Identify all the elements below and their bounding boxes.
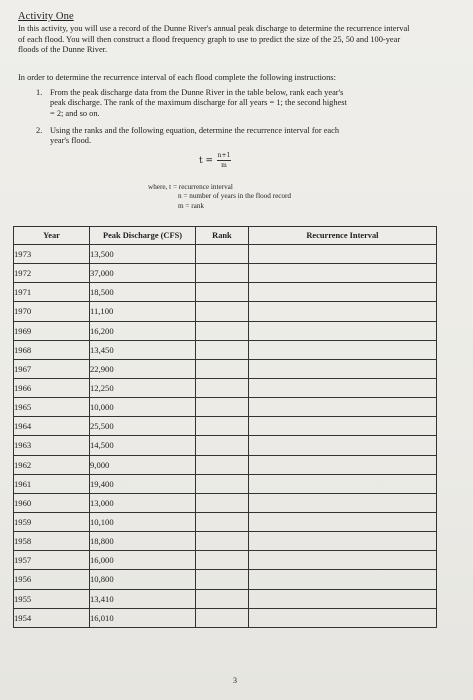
step-line: year's flood. [50,136,92,146]
year-cell: 1966 [14,378,90,397]
table-row [14,340,437,359]
year-cell: 1960 [14,493,90,512]
where-line: n = number of years in the flood record [178,192,292,201]
step-number: 2. [36,126,43,135]
year-cell: 1968 [14,340,90,359]
equation-numerator: n+1 [217,152,231,159]
recurrence-interval-input-cell[interactable] [248,264,436,283]
equation-denominator: m [221,162,227,169]
peak-discharge-cell: 10,800 [90,570,196,589]
flood-record-table [13,226,437,628]
table-row [14,455,437,474]
table-row [14,321,437,340]
table-row [14,608,437,627]
peak-discharge-cell: 19,400 [90,474,196,493]
equation-legend [148,183,291,211]
table-row [14,359,437,378]
year-cell: 1967 [14,359,90,378]
step-line: peak discharge. The rank of the maximum discharge for all years = 1; the second highest [50,98,347,108]
step-line: From the peak discharge data from the Dunne River in the table below, rank each year's [50,88,344,97]
peak-discharge-cell: 13,410 [90,589,196,608]
table-row [14,551,437,570]
rank-input-cell[interactable] [196,455,249,474]
peak-discharge-cell: 13,500 [90,245,196,264]
year-cell: 1964 [14,417,90,436]
header-recurrence-interval: Recurrence Interval [248,227,436,245]
page-number: 3 [233,676,237,685]
peak-discharge-cell: 10,100 [90,512,196,531]
peak-discharge-cell: 9,000 [90,455,196,474]
year-cell: 1961 [14,474,90,493]
table-row [14,245,437,264]
recurrence-equation [199,152,231,169]
equation-fraction [217,152,231,169]
rank-input-cell[interactable] [196,398,249,417]
recurrence-interval-input-cell[interactable] [248,474,436,493]
table-row [14,589,437,608]
recurrence-interval-input-cell[interactable] [248,512,436,531]
rank-input-cell[interactable] [196,551,249,570]
peak-discharge-cell: 18,800 [90,532,196,551]
year-cell: 1972 [14,264,90,283]
rank-input-cell[interactable] [196,436,249,455]
table-row [14,417,437,436]
peak-discharge-cell: 37,000 [90,264,196,283]
peak-discharge-cell: 16,000 [90,551,196,570]
year-cell: 1958 [14,532,90,551]
table-row [14,398,437,417]
intro-paragraph: In this activity, you will use a record of the Dunne River's annual peak discharge to determine the recurrence interval of each flood. You will then construct a flood frequency graph to use to predict the size of the 25, 50 and 100-year floods of the Dunne River. [18,24,410,54]
recurrence-interval-input-cell[interactable] [248,436,436,455]
rank-input-cell[interactable] [196,512,249,531]
rank-input-cell[interactable] [196,359,249,378]
rank-input-cell[interactable] [196,340,249,359]
recurrence-interval-input-cell[interactable] [248,378,436,397]
header-rank: Rank [196,227,249,245]
rank-input-cell[interactable] [196,378,249,397]
rank-input-cell[interactable] [196,321,249,340]
table-row [14,436,437,455]
recurrence-interval-input-cell[interactable] [248,302,436,321]
header-peak-discharge: Peak Discharge (CFS) [90,227,196,245]
rank-input-cell[interactable] [196,608,249,627]
year-cell: 1962 [14,455,90,474]
recurrence-interval-input-cell[interactable] [248,493,436,512]
peak-discharge-cell: 16,200 [90,321,196,340]
instructions-lead: In order to determine the recurrence interval of each flood complete the following instructions: [18,73,336,82]
peak-discharge-cell: 16,010 [90,608,196,627]
recurrence-interval-input-cell[interactable] [248,245,436,264]
year-cell: 1965 [14,398,90,417]
year-cell: 1970 [14,302,90,321]
year-cell: 1973 [14,245,90,264]
year-cell: 1957 [14,551,90,570]
recurrence-interval-input-cell[interactable] [248,417,436,436]
table-row [14,283,437,302]
table-row [14,302,437,321]
peak-discharge-cell: 11,100 [90,302,196,321]
peak-discharge-cell: 18,500 [90,283,196,302]
equation-lhs: t = [199,155,214,166]
peak-discharge-cell: 22,900 [90,359,196,378]
recurrence-interval-input-cell[interactable] [248,321,436,340]
fraction-bar [217,160,231,161]
year-cell: 1959 [14,512,90,531]
recurrence-interval-input-cell[interactable] [248,359,436,378]
peak-discharge-cell: 13,450 [90,340,196,359]
step-number: 1. [36,88,43,97]
recurrence-interval-input-cell[interactable] [248,283,436,302]
where-line: where, t = recurrence interval [148,183,233,191]
recurrence-interval-input-cell[interactable] [248,551,436,570]
year-cell: 1955 [14,589,90,608]
step-text [50,126,339,147]
step-line: Using the ranks and the following equation, determine the recurrence interval for each [50,126,340,135]
rank-input-cell[interactable] [196,589,249,608]
year-cell: 1969 [14,321,90,340]
recurrence-interval-input-cell[interactable] [248,608,436,627]
peak-discharge-cell: 14,500 [90,436,196,455]
step-1 [36,88,436,120]
peak-discharge-cell: 10,000 [90,398,196,417]
rank-input-cell[interactable] [196,302,249,321]
recurrence-interval-input-cell[interactable] [248,340,436,359]
recurrence-interval-input-cell[interactable] [248,398,436,417]
table-row [14,512,437,531]
rank-input-cell[interactable] [196,264,249,283]
rank-input-cell[interactable] [196,283,249,302]
rank-input-cell[interactable] [196,245,249,264]
table-row [14,378,437,397]
table-row [14,264,437,283]
step-line: = 2; and so on. [50,108,100,118]
rank-input-cell[interactable] [196,532,249,551]
recurrence-interval-input-cell[interactable] [248,455,436,474]
peak-discharge-cell: 12,250 [90,378,196,397]
table-header-row [14,227,437,245]
year-cell: 1956 [14,570,90,589]
where-line: m = rank [178,201,205,210]
recurrence-interval-input-cell[interactable] [248,570,436,589]
peak-discharge-cell: 25,500 [90,417,196,436]
step-text [50,88,347,119]
activity-title: Activity One [18,11,74,22]
table-row [14,474,437,493]
year-cell: 1963 [14,436,90,455]
rank-input-cell[interactable] [196,417,249,436]
peak-discharge-cell: 13,000 [90,493,196,512]
table-body [14,245,437,628]
rank-input-cell[interactable] [196,474,249,493]
table-row [14,532,437,551]
year-cell: 1954 [14,608,90,627]
table-row [14,493,437,512]
rank-input-cell[interactable] [196,570,249,589]
step-2 [36,126,436,148]
table-row [14,570,437,589]
recurrence-interval-input-cell[interactable] [248,589,436,608]
recurrence-interval-input-cell[interactable] [248,532,436,551]
year-cell: 1971 [14,283,90,302]
header-year: Year [14,227,90,245]
rank-input-cell[interactable] [196,493,249,512]
